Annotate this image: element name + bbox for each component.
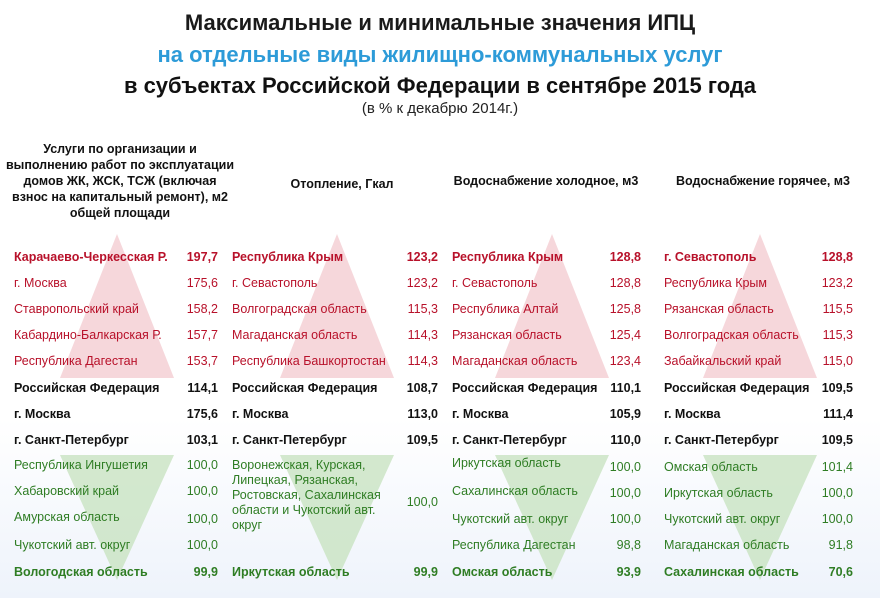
max-value: 128,8 xyxy=(609,250,641,264)
lowest-region: Сахалинская область xyxy=(664,565,799,579)
lowest-region: Омская область xyxy=(452,565,553,579)
min-value: 100,0 xyxy=(609,460,641,474)
lowest-value: 99,9 xyxy=(193,565,218,579)
min-value: 100,0 xyxy=(609,512,641,526)
ref-value: 109,5 xyxy=(406,433,438,447)
ref-value: 109,5 xyxy=(821,433,853,447)
max-value: 115,3 xyxy=(407,302,438,316)
ref-region: г. Санкт-Петербург xyxy=(14,433,129,447)
ref-region: Российская Федерация xyxy=(14,381,160,395)
max-region: Волгоградская область xyxy=(232,302,367,316)
max-region: г. Севастополь xyxy=(664,250,757,264)
ref-region: г. Москва xyxy=(664,407,721,421)
min-value: 91,8 xyxy=(828,538,853,552)
min-region: Сахалинская область xyxy=(452,484,578,498)
title-line-3: в субъектах Российской Федерации в сентябре 2015 года xyxy=(123,73,757,98)
lowest-value: 70,6 xyxy=(828,565,853,579)
ref-region: г. Москва xyxy=(232,407,289,421)
ref-region: г. Санкт-Петербург xyxy=(232,433,347,447)
max-value: 114,3 xyxy=(407,354,438,368)
min-region: Чукотский авт. округ xyxy=(14,538,131,552)
ref-value: 110,0 xyxy=(610,433,641,447)
max-region: Республика Дагестан xyxy=(14,354,138,368)
lowest-value: 93,9 xyxy=(616,565,641,579)
max-region: Рязанская область xyxy=(664,302,774,316)
max-value: 115,0 xyxy=(822,354,853,368)
max-region: Волгоградская область xyxy=(664,328,799,342)
min-value: 100,0 xyxy=(406,495,438,509)
ref-value: 108,7 xyxy=(406,381,438,395)
max-region: Кабардино-Балкарская Р. xyxy=(14,328,162,342)
max-value: 114,3 xyxy=(407,328,438,342)
max-region: г. Москва xyxy=(14,276,67,290)
ref-value: 113,0 xyxy=(407,407,438,421)
min-value: 100,0 xyxy=(186,458,218,472)
min-value: 100,0 xyxy=(186,538,218,552)
max-value: 115,5 xyxy=(822,302,853,316)
max-value: 123,4 xyxy=(609,354,641,368)
max-region: Магаданская область xyxy=(452,354,578,368)
title-line-1: Максимальные и минимальные значения ИПЦ xyxy=(184,10,696,35)
max-region: Республика Башкортостан xyxy=(232,354,386,368)
min-value: 100,0 xyxy=(609,486,641,500)
min-region: Чукотский авт. округ xyxy=(452,512,569,526)
max-region: Ставропольский край xyxy=(14,302,139,316)
max-region: Республика Крым xyxy=(232,250,344,264)
max-value: 125,4 xyxy=(609,328,641,342)
min-region: Воронежская, Курская, Липецкая, Рязанская, Ростовская, Сахалинская области и Чукотский авт. округ xyxy=(232,458,381,532)
max-region: Рязанская область xyxy=(452,328,562,342)
max-value: 128,8 xyxy=(821,250,853,264)
min-value: 100,0 xyxy=(821,486,853,500)
max-region: Карачаево-Черкесская Р. xyxy=(14,250,168,264)
min-region: Республика Дагестан xyxy=(452,538,576,552)
header-col-4: Водоснабжение горячее, м3 xyxy=(676,174,850,188)
header-col-2: Отопление, Гкал xyxy=(290,177,394,191)
ref-region: г. Москва xyxy=(14,407,71,421)
max-value: 157,7 xyxy=(186,328,218,342)
max-value: 115,3 xyxy=(822,328,853,342)
lowest-region: Вологодская область xyxy=(14,565,148,579)
max-region: Забайкальский край xyxy=(664,354,782,368)
min-value: 100,0 xyxy=(821,512,853,526)
ref-value: 105,9 xyxy=(609,407,641,421)
min-value: 100,0 xyxy=(186,484,218,498)
ref-region: г. Москва xyxy=(452,407,509,421)
max-value: 128,8 xyxy=(609,276,641,290)
min-region: Амурская область xyxy=(14,510,120,524)
min-value: 100,0 xyxy=(186,512,218,526)
ref-region: Российская Федерация xyxy=(452,381,598,395)
max-region: г. Севастополь xyxy=(452,276,538,290)
min-region: Республика Ингушетия xyxy=(14,458,148,472)
ref-region: г. Санкт-Петербург xyxy=(664,433,779,447)
min-value: 98,8 xyxy=(616,538,641,552)
max-region: Республика Крым xyxy=(452,250,564,264)
ref-region: Российская Федерация xyxy=(664,381,810,395)
ref-region: Российская Федерация xyxy=(232,381,378,395)
max-value: 158,2 xyxy=(186,302,218,316)
max-region: Магаданская область xyxy=(232,328,358,342)
ref-region: г. Санкт-Петербург xyxy=(452,433,567,447)
min-value: 101,4 xyxy=(821,460,853,474)
ref-value: 110,1 xyxy=(610,381,641,395)
max-value: 125,8 xyxy=(609,302,641,316)
ref-value: 111,4 xyxy=(823,407,853,421)
min-region: Омская область xyxy=(664,460,758,474)
header-col-1: Услуги по организации и выполнению работ по эксплуатации домов ЖК, ЖСК, ТСЖ (включая взнос на капитальный ремонт), м2 общей площади xyxy=(5,142,235,220)
max-value: 153,7 xyxy=(186,354,218,368)
min-region: Чукотский авт. округ xyxy=(664,512,781,526)
ref-value: 109,5 xyxy=(821,381,853,395)
min-region: Иркутская область xyxy=(452,456,561,470)
lowest-region: Иркутская область xyxy=(232,565,350,579)
min-region: Иркутская область xyxy=(664,486,773,500)
ref-value: 175,6 xyxy=(186,407,218,421)
lowest-value: 99,9 xyxy=(413,565,438,579)
max-region: г. Севастополь xyxy=(232,276,318,290)
max-value: 175,6 xyxy=(186,276,218,290)
header-col-3: Водоснабжение холодное, м3 xyxy=(453,174,639,188)
max-value: 123,2 xyxy=(406,250,438,264)
max-value: 123,2 xyxy=(821,276,853,290)
title-line-2: на отдельные виды жилищно-коммунальных услуг xyxy=(157,42,723,67)
min-region: Хабаровский край xyxy=(14,484,120,498)
max-region: Республика Алтай xyxy=(452,302,559,316)
subtitle: (в % к декабрю 2014г.) xyxy=(361,100,519,117)
ref-value: 114,1 xyxy=(187,381,218,395)
max-value: 197,7 xyxy=(186,250,218,264)
max-value: 123,2 xyxy=(406,276,438,290)
ref-value: 103,1 xyxy=(186,433,218,447)
max-region: Республика Крым xyxy=(664,276,768,290)
min-region: Магаданская область xyxy=(664,538,790,552)
